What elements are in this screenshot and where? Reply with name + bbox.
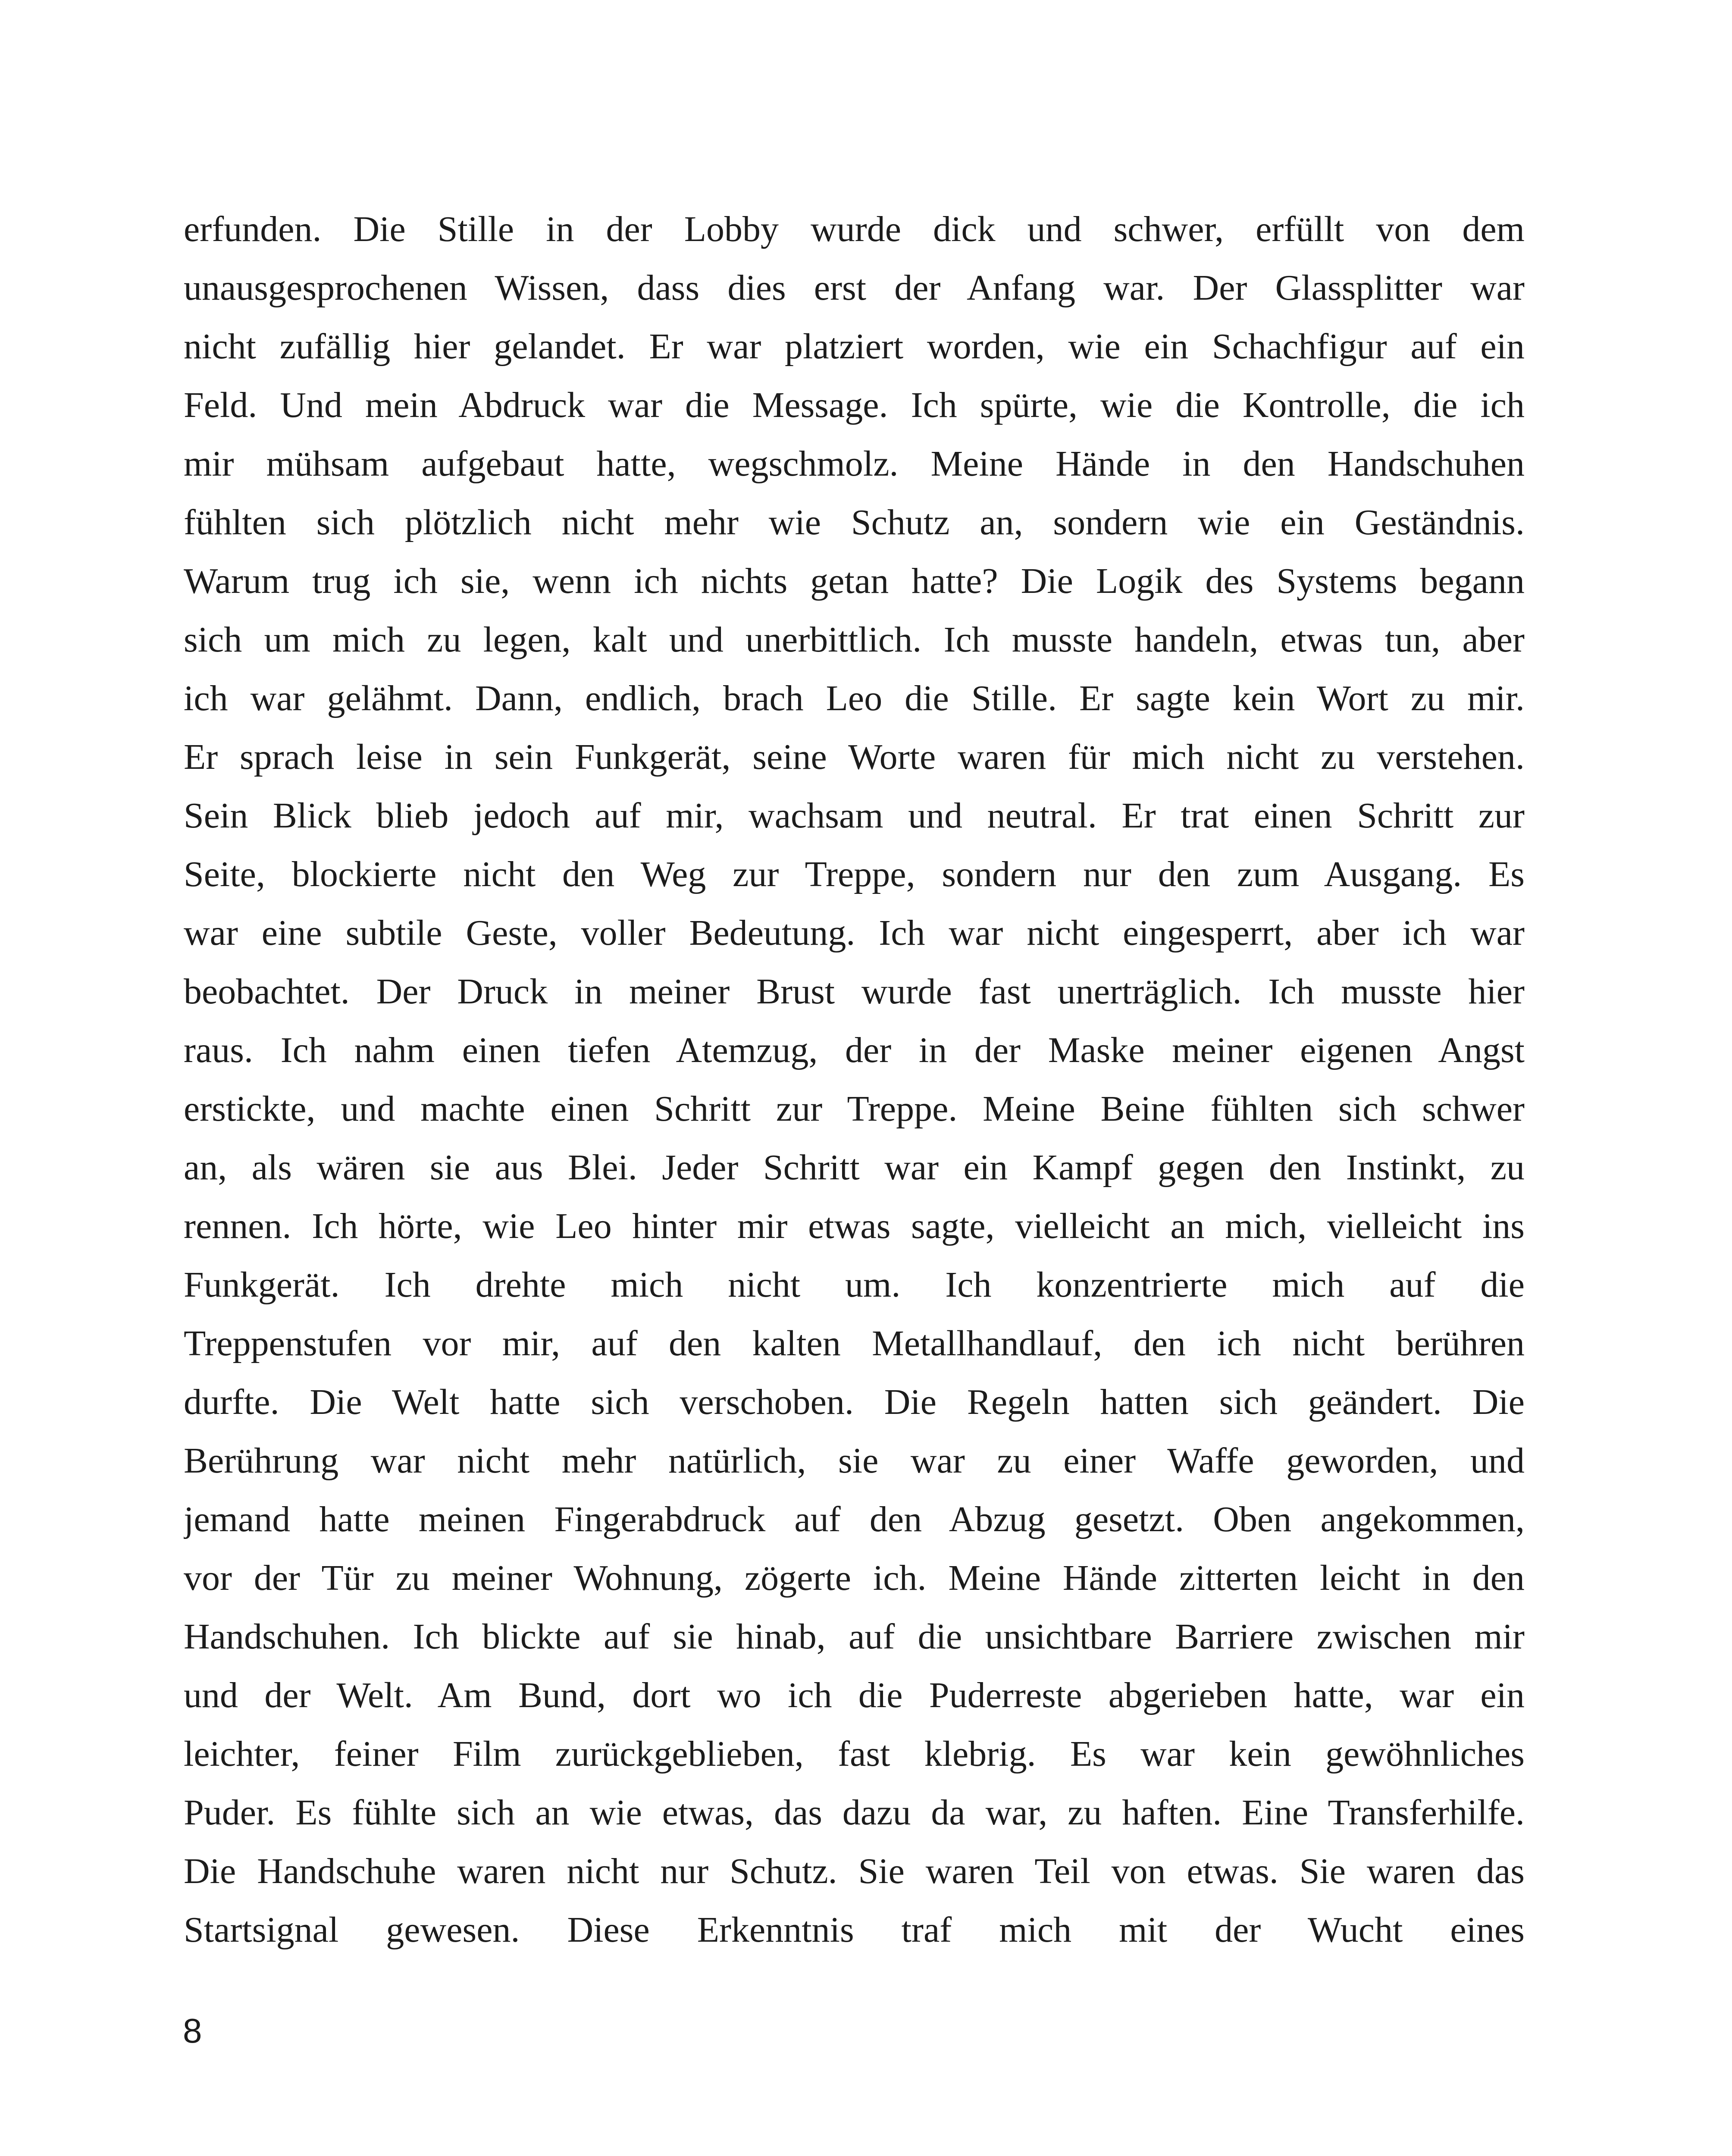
text-line: Startsignal gewesen. Diese Erkenntnis traf mich mit der Wucht eines [184,1910,1525,1950]
text-line: Warum trug ich sie, wenn ich nichts getan hatte? Die Logik des Systems begann [184,561,1525,601]
text-line: sich um mich zu legen, kalt und unerbittlich. Ich musste handeln, etwas tun, aber [184,620,1525,660]
text-line: vor der Tür zu meiner Wohnung, zögerte ich. Meine Hände zitterten leicht in den [184,1558,1525,1598]
text-line: Puder. Es fühlte sich an wie etwas, das dazu da war, zu haften. Eine Transferhilfe. [184,1792,1525,1833]
text-line: fühlten sich plötzlich nicht mehr wie Schutz an, sondern wie ein Geständnis. [184,502,1525,542]
text-line: unausgesprochenen Wissen, dass dies erst der Anfang war. Der Glassplitter war [184,268,1525,308]
text-line: erfunden. Die Stille in der Lobby wurde dick und schwer, erfüllt von dem [184,209,1525,249]
text-line: Treppenstufen vor mir, auf den kalten Metallhandlauf, den ich nicht berühren [184,1323,1525,1363]
text-line: Er sprach leise in sein Funkgerät, seine Worte waren für mich nicht zu verstehen. [184,737,1525,777]
text-line: Berührung war nicht mehr natürlich, sie war zu einer Waffe geworden, und [184,1441,1525,1481]
text-line: beobachtet. Der Druck in meiner Brust wurde fast unerträglich. Ich musste hier [184,971,1525,1012]
page-number: 8 [183,2012,202,2050]
text-line: mir mühsam aufgebaut hatte, wegschmolz. Meine Hände in den Handschuhen [184,444,1525,484]
text-line: raus. Ich nahm einen tiefen Atemzug, der in der Maske meiner eigenen Angst [184,1030,1525,1070]
text-line: Die Handschuhe waren nicht nur Schutz. Sie waren Teil von etwas. Sie waren das [184,1851,1525,1891]
body-text [184,200,1525,1959]
text-line: jemand hatte meinen Fingerabdruck auf den Abzug gesetzt. Oben angekommen, [184,1499,1525,1539]
text-line: erstickte, und machte einen Schritt zur Treppe. Meine Beine fühlten sich schwer [184,1089,1525,1129]
text-line: Feld. Und mein Abdruck war die Message. Ich spürte, wie die Kontrolle, die ich [184,385,1525,425]
text-line: Sein Blick blieb jedoch auf mir, wachsam und neutral. Er trat einen Schritt zur [184,796,1525,836]
text-line: Seite, blockierte nicht den Weg zur Treppe, sondern nur den zum Ausgang. Es [184,854,1525,894]
text-line: rennen. Ich hörte, wie Leo hinter mir etwas sagte, vielleicht an mich, vielleicht ins [184,1206,1525,1246]
text-line: Funkgerät. Ich drehte mich nicht um. Ich konzentrierte mich auf die [184,1265,1525,1305]
text-line: Handschuhen. Ich blickte auf sie hinab, auf die unsichtbare Barriere zwischen mir [184,1617,1525,1657]
text-line: war eine subtile Geste, voller Bedeutung. Ich war nicht eingesperrt, aber ich war [184,913,1525,953]
text-line: durfte. Die Welt hatte sich verschoben. Die Regeln hatten sich geändert. Die [184,1382,1525,1422]
text-line: leichter, feiner Film zurückgeblieben, fast klebrig. Es war kein gewöhnliches [184,1734,1525,1774]
text-line: an, als wären sie aus Blei. Jeder Schritt war ein Kampf gegen den Instinkt, zu [184,1147,1525,1188]
text-line: ich war gelähmt. Dann, endlich, brach Leo die Stille. Er sagte kein Wort zu mir. [184,678,1525,718]
text-line: und der Welt. Am Bund, dort wo ich die Puderreste abgerieben hatte, war ein [184,1675,1525,1715]
text-line: nicht zufällig hier gelandet. Er war platziert worden, wie ein Schachfigur auf ein [184,326,1525,367]
